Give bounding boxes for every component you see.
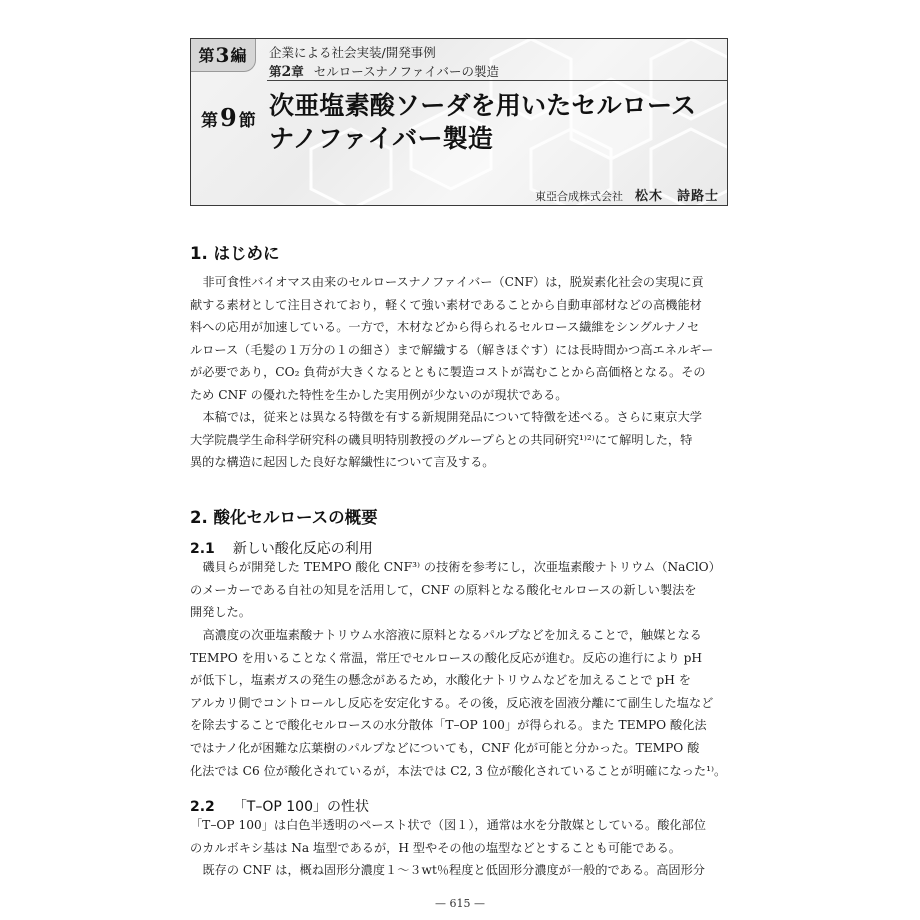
volume-suffix: 編 — [230, 46, 247, 65]
chapter-title: セルロースナノファイバーの製造 — [313, 64, 500, 79]
text-line: を除去することで酸化セルロースの水分散体「T–OP 100」が得られる。また TEMPO 酸化法 — [190, 718, 707, 733]
section-1-paragraph-2 — [190, 406, 728, 474]
section-1-heading: 1. はじめに — [190, 244, 280, 263]
chapter-divider — [267, 80, 727, 81]
text-line: 化法では C6 位が酸化されているが，本法では C2, 3 位が酸化されていることが明確になった¹⁾。 — [190, 763, 727, 778]
subsection-2-2-paragraph-2 — [190, 859, 728, 882]
text-line: 高濃度の次亜塩素酸ナトリウム水溶液に原料となるパルプなどを加えることで，触媒となる — [202, 628, 702, 642]
author-name: 松木 詩路士 — [634, 189, 719, 204]
text-line: のメーカーである自社の知見を活用して，CNF の原料となる酸化セルロースの新しい製法を — [190, 582, 697, 597]
main-title — [269, 89, 696, 155]
text-line: 本稿では，従来とは異なる特徴を有する新規開発品について特徴を述べる。さらに東京大学 — [202, 410, 702, 424]
subsection-2-2-heading — [190, 796, 369, 816]
chapter-number: 2 — [281, 64, 292, 80]
series-title: 企業による社会実装/開発事例 — [269, 45, 436, 60]
text-line: TEMPO を用いることなく常温，常圧でセルロースの酸化反応が進む。反応の進行により pH — [190, 650, 703, 665]
title-line-1: 次亜塩素酸ソーダを用いたセルロース — [269, 91, 697, 120]
subsection-number: 2.2 — [190, 799, 215, 815]
affiliation: 東亞合成株式会社 — [534, 190, 623, 203]
section-suffix: 節 — [238, 111, 256, 131]
chapter-line — [269, 62, 499, 80]
section-prefix: 第 — [201, 111, 218, 131]
subsection-2-1-paragraph-2 — [190, 624, 728, 782]
text-line: が必要であり，CO₂ 負荷が大きくなるとともに製造コストが嵩むことから高価格となる。その — [190, 365, 706, 380]
author-line — [535, 185, 719, 204]
text-line: 開発した。 — [190, 605, 251, 620]
chapter-suffix: 章 — [291, 64, 304, 79]
text-line: 磯貝らが開発した TEMPO 酸化 CNF³⁾ の技術を参考にし，次亜塩素酸ナトリウム（NaClO） — [202, 560, 721, 574]
text-line: 「T–OP 100」は白色半透明のペースト状で（図１），通常は水を分散媒としている。酸化部位 — [190, 818, 706, 832]
section-label — [201, 103, 256, 132]
volume-number: 3 — [215, 42, 230, 67]
section-1-paragraph-1 — [190, 271, 728, 407]
subsection-2-2-paragraph-1 — [190, 814, 728, 859]
text-line: ルロース（毛髪の１万分の１の細さ）まで解繊する（解きほぐす）には長時間かつ高エネルギー — [190, 342, 714, 357]
subsection-title: 新しい酸化反応の利用 — [232, 541, 373, 557]
section-number: 9 — [220, 103, 237, 132]
subsection-number: 2.1 — [190, 541, 215, 557]
volume-tab — [190, 38, 256, 72]
text-line: ため CNF の優れた特性を生かした実用例が少ないのが現状である。 — [190, 387, 568, 402]
chapter-prefix: 第 — [269, 64, 282, 79]
text-line: が低下し，塩素ガスの発生の懸念があるため，水酸化ナトリウムなどを加えることで pH を — [190, 673, 691, 688]
title-line-2: ナノファイバー製造 — [269, 124, 494, 153]
text-line: 献する素材として注目されており，軽くて強い素材であることから自動車部材などの高機能材 — [190, 297, 702, 312]
text-line: 大学院農学生命科学研究科の磯貝明特別教授のグループらとの共同研究¹⁾²⁾にて解明した，特 — [190, 432, 693, 447]
volume-prefix: 第 — [198, 46, 215, 65]
subsection-2-1-paragraph-1 — [190, 556, 728, 624]
text-line: 料への応用が加速している。一方で，木材などから得られるセルロース繊維をシングルナノセ — [190, 320, 700, 335]
section-2-heading: 2. 酸化セルロースの概要 — [190, 508, 378, 527]
text-line: ではナノ化が困難な広葉樹のパルプなどについても，CNF 化が可能と分かった。TEMPO 酸 — [190, 740, 700, 755]
subsection-title: 「T–OP 100」の性状 — [232, 799, 369, 815]
chapter-label — [269, 64, 304, 79]
text-line: のカルボキシ基は Na 塩型であるが，H 型やその他の塩型などとすることも可能である。 — [190, 840, 681, 855]
subsection-2-1-heading — [190, 538, 373, 558]
text-line: 非可食性バイオマス由来のセルロースナノファイバー（CNF）は，脱炭素化社会の実現に貢 — [202, 275, 704, 289]
page-number: — 615 — — [435, 897, 485, 910]
text-line: 既存の CNF は，概ね固形分濃度１～３wt％程度と低固形分濃度が一般的である。高固形分 — [202, 863, 705, 877]
text-line: 異的な構造に起因した良好な解繊性について言及する。 — [190, 455, 495, 470]
text-line: アルカリ側でコントロールし反応を安定化する。その後，反応液を固液分離にて副生した塩など — [190, 695, 714, 710]
chapter-header-box — [190, 38, 728, 206]
